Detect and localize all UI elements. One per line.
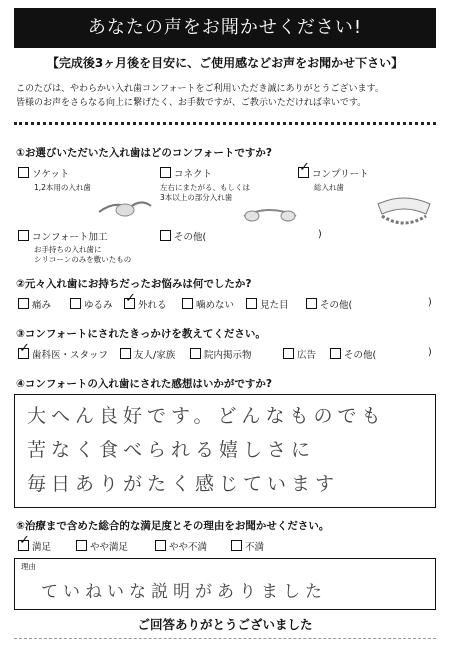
socket-denture-illustration — [95, 192, 155, 222]
handwritten-answer-line: 大へん良好です。どんなものでも — [27, 405, 386, 427]
checkbox[interactable] — [160, 230, 171, 241]
q2-close-paren: ) — [428, 297, 432, 308]
q5-option-satisfied[interactable] — [18, 539, 51, 553]
checkbox-checked[interactable] — [18, 540, 29, 551]
option-label: 院内掲示物 — [204, 350, 252, 361]
option-label: 友人/家族 — [134, 350, 176, 361]
q1-option-note — [34, 245, 131, 265]
option-label: 満足 — [32, 542, 52, 553]
option-label: コネクト — [174, 169, 213, 180]
option-label: 外れる — [138, 300, 167, 311]
q1-option-complete[interactable] — [298, 166, 369, 180]
q2-option-pain[interactable] — [18, 297, 51, 311]
q1-option-comfort-processing[interactable] — [18, 229, 108, 243]
checkbox[interactable] — [70, 298, 81, 309]
question-1-title: ①お選びいただいた入れ歯はどのコンフォートですか? — [16, 147, 272, 159]
option-label: 歯科医・スタッフ — [32, 350, 109, 361]
q2-option-appearance[interactable] — [246, 297, 289, 311]
checkbox[interactable] — [306, 298, 317, 309]
q3-option-clinic-poster[interactable] — [190, 347, 252, 361]
checkbox[interactable] — [18, 230, 29, 241]
checkbox[interactable] — [76, 540, 87, 551]
option-label: その他( — [320, 300, 353, 311]
intro-line: このたびは、やわらかい入れ歯コンフォートをご利用いただき誠にありがとうございます。 — [16, 84, 384, 94]
note-line: シリコーンのみを敷いたもの — [34, 255, 132, 264]
q1-option-note: 1,2本用の入れ歯 — [34, 183, 91, 192]
checkbox[interactable] — [155, 540, 166, 551]
q5-option-somewhat-dissatisfied[interactable] — [155, 539, 207, 553]
option-label: 不満 — [245, 542, 265, 553]
intro-line: 皆様のお声をさらなる向上に繋げたく、お手数ですが、ご教示いただければ幸いです。 — [16, 98, 367, 108]
option-label: 噛めない — [196, 300, 235, 311]
q1-option-connect[interactable] — [160, 166, 212, 180]
option-label: やや不満 — [169, 542, 208, 553]
checkbox-checked[interactable] — [298, 167, 309, 178]
option-label: 見た目 — [260, 300, 289, 311]
checkbox[interactable] — [182, 298, 193, 309]
q1-option-note: 総入れ歯 — [314, 183, 344, 192]
q1-option-other[interactable] — [160, 229, 206, 243]
option-label: コンフォート加工 — [32, 232, 108, 243]
q4-answer-box[interactable] — [14, 394, 436, 508]
checkbox[interactable] — [18, 167, 29, 178]
q2-option-other[interactable] — [306, 297, 352, 311]
handwritten-answer-line: 苦なく食べられる嬉しさに — [27, 439, 316, 461]
q1-option-note — [160, 183, 250, 203]
option-label: その他( — [344, 350, 377, 361]
checkbox[interactable] — [160, 167, 171, 178]
question-5-title: ⑤治療まで含めた総合的な満足度とその理由をお聞かせください。 — [16, 520, 330, 532]
handwritten-answer-line: 毎日ありがたく感じています — [27, 473, 340, 495]
footer-cut-line — [14, 638, 436, 639]
q3-close-paren: ) — [428, 347, 432, 358]
survey-title-banner: あなたの声をお聞かせください! — [14, 8, 436, 48]
checkbox[interactable] — [120, 348, 131, 359]
q2-option-cannot-chew[interactable] — [182, 297, 234, 311]
checkbox[interactable] — [231, 540, 242, 551]
q2-option-falls-out[interactable] — [124, 297, 167, 311]
note-line: お手持ちの入れ歯に — [34, 245, 102, 254]
q5-reason-box[interactable] — [14, 558, 436, 610]
checkbox[interactable] — [18, 298, 29, 309]
option-label: その他( — [174, 232, 207, 243]
question-2-title: ②元々入れ歯にお持ちだったお悩みは何でしたか? — [16, 278, 252, 290]
connect-denture-illustration — [240, 200, 300, 224]
checkbox[interactable] — [330, 348, 341, 359]
checkbox-checked[interactable] — [124, 298, 135, 309]
complete-denture-illustration — [372, 190, 436, 230]
checkbox[interactable] — [190, 348, 201, 359]
checkbox[interactable] — [246, 298, 257, 309]
reason-label: 理由 — [21, 562, 36, 571]
q1-other-close-paren: ) — [318, 229, 322, 240]
q3-option-other[interactable] — [330, 347, 376, 361]
survey-subtitle: 【完成後3ヶ月後を目安に、ご使用感などお声をお聞かせ下さい】 — [46, 56, 404, 70]
question-3-title: ③コンフォートにされたきっかけを教えてください。 — [16, 328, 266, 340]
handwritten-reason: ていねいな説明がありました — [41, 582, 327, 602]
option-label: やや満足 — [90, 542, 129, 553]
intro-text — [16, 82, 436, 110]
checkbox[interactable] — [283, 348, 294, 359]
q3-option-dentist-staff[interactable] — [18, 347, 108, 361]
q2-option-loose[interactable] — [70, 297, 113, 311]
thank-you-footer: ご回答ありがとうございました — [137, 617, 313, 632]
q5-option-somewhat-satisfied[interactable] — [76, 539, 128, 553]
checkbox-checked[interactable] — [18, 348, 29, 359]
option-label: ゆるみ — [84, 300, 113, 311]
option-label: 広告 — [297, 350, 317, 361]
option-label: コンプリート — [312, 169, 369, 180]
note-line: 3本以上の部分入れ歯 — [160, 193, 233, 202]
q1-option-socket[interactable] — [18, 166, 69, 180]
question-4-title: ④コンフォートの入れ歯にされた感想はいかがですか? — [16, 378, 272, 390]
option-label: ソケット — [32, 169, 70, 180]
q3-option-advertisement[interactable] — [283, 347, 316, 361]
dotted-divider — [14, 122, 436, 125]
q3-option-friend-family[interactable] — [120, 347, 175, 361]
q5-option-dissatisfied[interactable] — [231, 539, 264, 553]
note-line: 左右にまたがる、もしくは — [160, 183, 250, 192]
option-label: 痛み — [32, 300, 52, 311]
